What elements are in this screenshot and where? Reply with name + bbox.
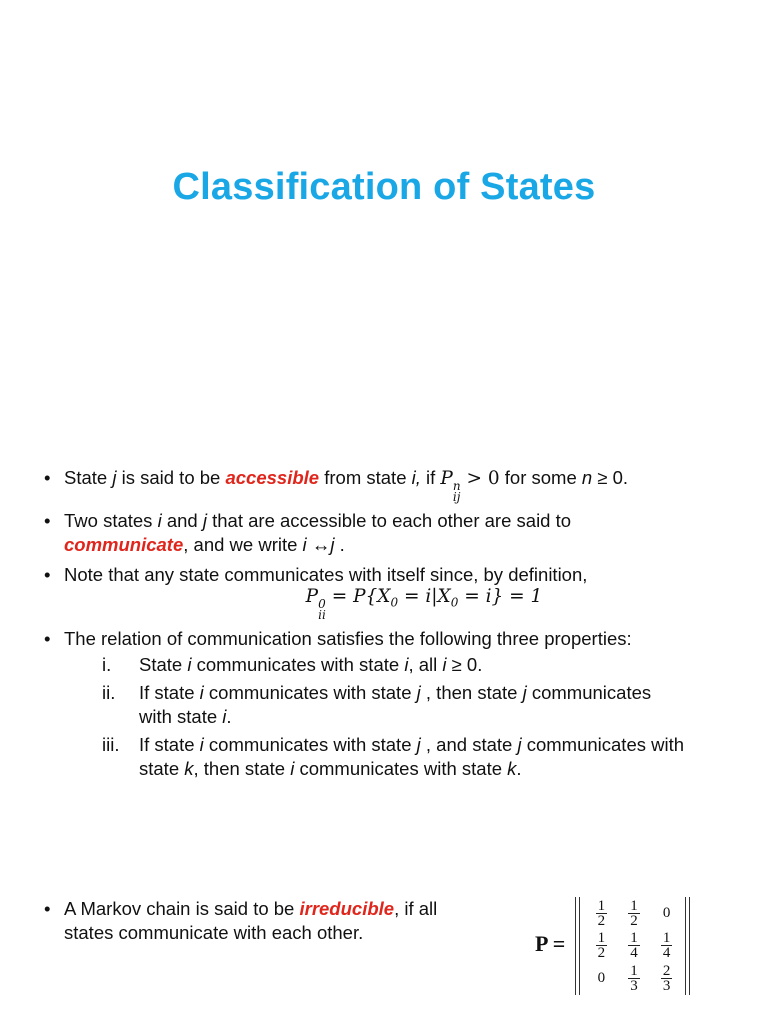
matrix-cell [650, 962, 683, 995]
var-j: j [416, 682, 421, 703]
fraction-denominator: 2 [630, 912, 638, 929]
formula-part: = i|X [398, 586, 451, 607]
var-j: j [330, 534, 335, 555]
var-k: k [184, 758, 194, 779]
formula-part: = i} = 1 [458, 586, 543, 607]
fraction-denominator: 4 [662, 945, 671, 962]
fraction-numerator: 1 [630, 930, 638, 947]
text: . [226, 706, 232, 727]
text: communicates [526, 682, 652, 703]
var-i: i [302, 534, 307, 555]
var-i: i, [411, 467, 421, 488]
formula-subscript: 0 [450, 595, 459, 610]
text: communicates with state [191, 654, 405, 675]
var-i: i [442, 654, 447, 675]
text: State [139, 654, 188, 675]
text: . [334, 534, 345, 555]
matrix-cell [650, 930, 683, 963]
text: is said to be [116, 467, 226, 488]
var-j: j [416, 734, 421, 755]
text: , then state [193, 758, 291, 779]
text: communicates with state [294, 758, 508, 779]
matrix-grid [585, 897, 683, 995]
formula-pijn [440, 468, 500, 504]
matrix-cell [618, 962, 651, 995]
text: that are accessible to each other are said to [206, 510, 572, 531]
text: ≥ 0. [592, 467, 629, 488]
text: , then state [420, 682, 523, 703]
matrix-fraction [661, 964, 673, 993]
matrix-fraction [596, 899, 608, 928]
fraction-numerator: 1 [597, 897, 606, 914]
fraction-numerator: 1 [630, 897, 638, 914]
fraction-numerator: 2 [662, 963, 671, 980]
fraction-denominator: 4 [630, 945, 638, 962]
matrix-cell [618, 930, 651, 963]
text: states communicate with each other. [64, 922, 364, 943]
text: and [161, 510, 203, 531]
property-item [64, 653, 740, 677]
property-item [64, 733, 740, 781]
formula-symbol: P [440, 468, 453, 489]
matrix-left-bar [575, 897, 580, 995]
fraction-numerator: 1 [597, 930, 606, 947]
var-j: j [202, 510, 207, 531]
var-j: j [517, 734, 522, 755]
text: Two states [64, 510, 158, 531]
property-item [64, 681, 740, 729]
formula-symbol: P [305, 586, 319, 607]
formula-rest: > 0 [460, 468, 500, 489]
bullet-properties [40, 627, 740, 781]
matrix-cell [650, 897, 683, 930]
matrix-fraction [596, 931, 608, 960]
text: If state [139, 734, 200, 755]
text: communicates with state [203, 682, 417, 703]
bullet-communicate [40, 509, 740, 557]
formula-subscript: ij [452, 490, 461, 504]
matrix-fraction [661, 931, 673, 960]
var-i: i [404, 654, 409, 675]
bullet-accessible [40, 466, 740, 503]
fraction-denominator: 2 [597, 945, 606, 962]
text: for some [499, 467, 582, 488]
matrix-fraction [628, 899, 640, 928]
matrix-right-bar [685, 897, 690, 995]
text: ≥ 0. [446, 654, 483, 675]
fraction-numerator: 1 [630, 963, 638, 980]
text: state [139, 758, 185, 779]
text: , and state [420, 734, 518, 755]
text: If state [139, 682, 200, 703]
list-number: iii. [102, 734, 120, 755]
formula-subscript: ii [318, 608, 326, 622]
matrix-value: 0 [662, 904, 671, 921]
text: with state [139, 706, 223, 727]
text: communicates with [521, 734, 685, 755]
properties-list [64, 653, 740, 781]
bullet-irreducible [40, 897, 534, 945]
text: , if all [394, 898, 438, 919]
list-number: ii. [102, 682, 116, 703]
bullet-self-communication [40, 563, 740, 621]
text: , and we write [183, 534, 303, 555]
list-number: i. [102, 654, 112, 675]
var-i: i [157, 510, 162, 531]
bullet-list [40, 466, 740, 787]
text: from state [319, 467, 412, 488]
text: communicates with state [203, 734, 417, 755]
formula-superscript: n [452, 479, 461, 493]
text: The relation of communication satisfies the following three properties: [64, 628, 632, 649]
matrix-cell [585, 962, 618, 995]
text: if [420, 467, 441, 488]
var-i: i [222, 706, 227, 727]
bidirectional-arrow-icon: ↔ [306, 534, 331, 555]
var-i: i [199, 682, 204, 703]
definition-equation [64, 585, 740, 621]
text: Note that any state communicates with itself since, by definition, [64, 564, 588, 585]
text: , all [408, 654, 443, 675]
matrix-cell [585, 897, 618, 930]
text: State [64, 467, 113, 488]
matrix-label: P = [535, 931, 566, 956]
matrix-value: 0 [597, 970, 606, 987]
var-j: j [112, 467, 117, 488]
slide-title: Classification of States [172, 166, 596, 208]
var-i: i [187, 654, 192, 675]
var-n: n [581, 467, 593, 488]
text: A Markov chain is said to be [64, 898, 300, 919]
formula-superscript: 0 [318, 597, 326, 611]
matrix-cell [585, 930, 618, 963]
formula-subscript: 0 [390, 595, 399, 610]
var-i: i [290, 758, 295, 779]
formula-part: = P{X [325, 586, 391, 607]
fraction-denominator: 3 [630, 978, 638, 995]
var-j: j [522, 682, 527, 703]
text: . [516, 758, 522, 779]
fraction-numerator: 1 [662, 930, 671, 947]
keyword-irreducible: irreducible [299, 898, 395, 919]
matrix-cell [618, 897, 651, 930]
fraction-denominator: 2 [597, 912, 606, 929]
transition-matrix [535, 893, 705, 1001]
matrix-fraction [628, 964, 640, 993]
keyword-accessible: accessible [225, 467, 320, 488]
fraction-denominator: 3 [662, 978, 671, 995]
keyword-communicate: communicate [64, 534, 184, 555]
matrix-fraction [628, 931, 640, 960]
var-i: i [199, 734, 204, 755]
var-k: k [507, 758, 517, 779]
